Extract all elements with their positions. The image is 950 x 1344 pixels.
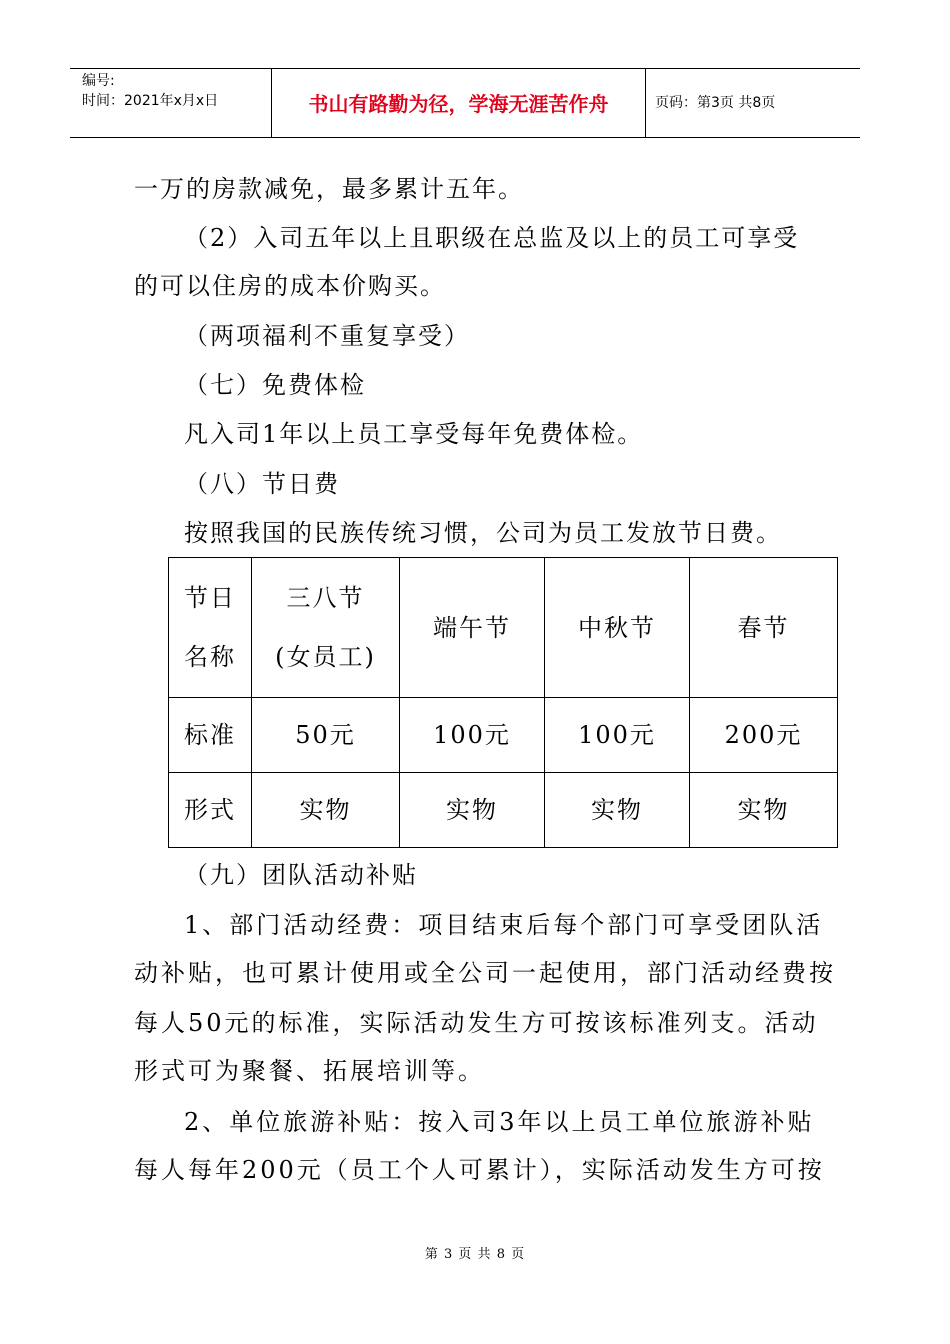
- body-line: 凡入司1年以上员工享受每年免费体检。: [184, 420, 644, 448]
- body-line: 一万的房款减免，最多累计五年。: [134, 175, 524, 203]
- header-label-line: 名称: [184, 643, 236, 671]
- table-header-cell: [169, 558, 252, 698]
- standard-cell: 50元: [252, 698, 400, 773]
- header-label-line: 节日: [184, 584, 236, 612]
- section-heading: （九）团队活动补贴: [184, 861, 418, 889]
- standard-cell: 100元: [545, 698, 690, 773]
- header-motto: 书山有路勤为径，学海无涯苦作舟: [308, 92, 609, 116]
- body-line: 1、部门活动经费：项目结束后每个部门可享受团队活: [184, 911, 824, 939]
- standard-cell: 200元: [690, 698, 838, 773]
- holiday-note: (女员工): [275, 643, 376, 671]
- table-row: [169, 558, 838, 698]
- table-row: [169, 698, 838, 773]
- body-line: 2、单位旅游补贴：按入司3年以上员工单位旅游补贴: [184, 1108, 815, 1136]
- body-line: 按照我国的民族传统习惯，公司为员工发放节日费。: [184, 519, 782, 547]
- header-divider: [645, 69, 646, 137]
- holiday-name-cell: 端午节: [400, 558, 545, 698]
- standard-cell: 100元: [400, 698, 545, 773]
- holiday-name-cell: 中秋节: [545, 558, 690, 698]
- holiday-name-cell: [252, 558, 400, 698]
- page-header: [70, 68, 860, 138]
- body-line: 动补贴，也可累计使用或全公司一起使用，部门活动经费按: [134, 959, 836, 987]
- page-footer: 第 3 页 共 8 页: [424, 1247, 526, 1262]
- header-meta: [82, 71, 218, 111]
- form-cell: 实物: [400, 773, 545, 848]
- holiday-name: 三八节: [286, 584, 365, 612]
- form-cell: 实物: [545, 773, 690, 848]
- serial-label: 编号:: [82, 73, 115, 89]
- body-line: 的可以住房的成本价购买。: [134, 272, 446, 300]
- time-label: 时间：2021年x月x日: [82, 93, 219, 109]
- body-line: （2）入司五年以上且职级在总监及以上的员工可享受: [184, 224, 800, 252]
- body-line: 每人每年200元（员工个人可累计），实际活动发生方可按: [134, 1156, 825, 1184]
- body-line: 每人50元的标准，实际活动发生方可按该标准列支。活动: [134, 1009, 819, 1037]
- body-line: （两项福利不重复享受）: [184, 322, 470, 350]
- row-label-form: 形式: [169, 773, 252, 848]
- body-line: 形式可为聚餐、拓展培训等。: [134, 1057, 485, 1085]
- holiday-allowance-table: [168, 557, 838, 848]
- holiday-name-cell: 春节: [690, 558, 838, 698]
- section-heading: （八）节日费: [184, 470, 340, 498]
- form-cell: 实物: [690, 773, 838, 848]
- table-row: [169, 773, 838, 848]
- row-label-standard: 标准: [169, 698, 252, 773]
- section-heading: （七）免费体检: [184, 371, 366, 399]
- header-page-label: 页码：第3页 共8页: [655, 95, 776, 111]
- form-cell: 实物: [252, 773, 400, 848]
